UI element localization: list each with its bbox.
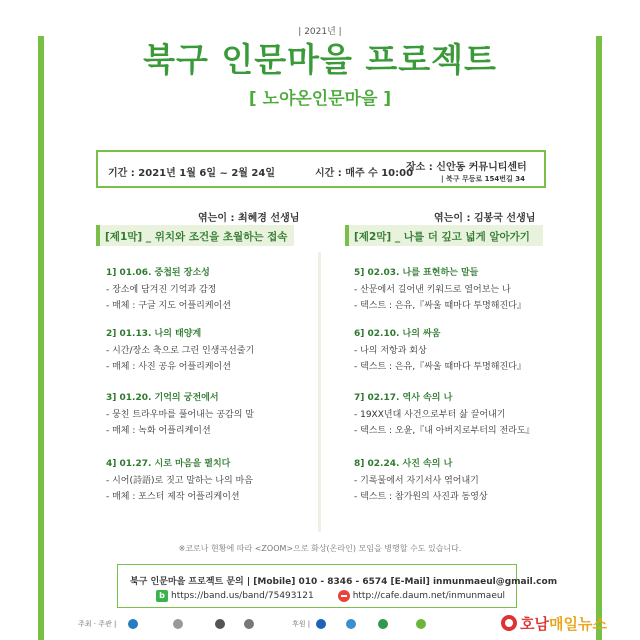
address-text: | 북구 무등로 154번길 34	[441, 175, 525, 183]
support-logo-2	[346, 618, 374, 630]
session-detail: - 시어(詩語)로 짓고 말하는 나의 마음	[106, 473, 326, 486]
session-detail: - 매체 : 녹화 어플리케이션	[106, 423, 326, 436]
year-tag: | 2021년 |	[298, 27, 342, 37]
session-4	[106, 456, 326, 505]
session-detail: - 매체 : 포스터 제작 어플리케이션	[106, 489, 326, 502]
schedule-info-box	[96, 150, 546, 188]
act1-title: [제1막] _ 위치와 조건을 초월하는 접속	[96, 225, 294, 246]
session-detail: - 뭉친 트라우마를 풀어내는 공감의 말	[106, 407, 326, 420]
page-title: 북구 인문마을 프로젝트	[143, 40, 497, 79]
session-detail: - 매체 : 사진 공유 어플리케이션	[106, 359, 326, 372]
contact-info: 북구 인문마을 프로젝트 문의 | [Mobile] 010 - 8346 - 6574 [E-Mail] inmunmaeul@gmail.com	[130, 577, 558, 587]
watermark-part1: 호남	[520, 614, 549, 633]
support-logo-1	[316, 618, 342, 630]
contact-links	[156, 590, 505, 602]
session-title: 2] 01.13. 나의 태양계	[106, 329, 202, 339]
news-logo-icon	[501, 615, 517, 631]
support-logo-3	[378, 618, 412, 630]
session-detail: - 텍스트 : 은유,『싸울 때마다 투명해진다』	[354, 359, 574, 372]
time-text: 시간 : 매주 수 10:00	[315, 168, 414, 179]
session-title: 5] 02.03. 나를 표현하는 말들	[354, 268, 479, 278]
page-subtitle: [ 노야온인문마을 ]	[248, 89, 392, 109]
session-7	[354, 390, 574, 439]
act2-title: [제2막] _ 나를 더 깊고 넓게 알아가기	[345, 225, 543, 246]
session-title: 4] 01.27. 시로 마음을 펼치다	[106, 459, 231, 469]
watermark-part2: 매일뉴스	[549, 614, 607, 633]
place-text: 장소 : 신안동 커뮤니티센터	[406, 162, 527, 173]
session-title: 7] 02.17. 역사 속의 나	[354, 393, 453, 403]
support-label: 후원 |	[292, 620, 311, 628]
sponsor-footer	[78, 616, 498, 632]
session-title: 6] 02.10. 나의 싸움	[354, 329, 441, 339]
support-logo-4	[416, 618, 442, 630]
session-detail: - 장소에 담겨진 기억과 감정	[106, 282, 326, 295]
session-2	[106, 326, 326, 375]
band-link[interactable]: https://band.us/band/75493121	[171, 591, 314, 601]
session-detail: - 19XX년대 사건으로부터 삶 끌어내기	[354, 407, 574, 420]
session-8	[354, 456, 574, 505]
session-detail: - 산문에서 길어낸 키워드로 열어보는 나	[354, 282, 574, 295]
sponsor-logo-1	[128, 618, 168, 630]
sponsor-logo-4	[244, 618, 284, 630]
news-watermark	[468, 606, 640, 640]
session-title: 3] 01.20. 기억의 궁전에서	[106, 393, 219, 403]
session-detail: - 시간/장소 축으로 그린 인생곡선줄기	[106, 343, 326, 356]
band-icon: b	[156, 590, 168, 602]
session-title: 8] 02.24. 사진 속의 나	[354, 459, 453, 469]
session-detail: - 나의 저항과 회상	[354, 343, 574, 356]
sponsor-logo-2	[173, 618, 209, 630]
session-detail: - 텍스트 : 은유,『싸울 때마다 투명해진다』	[354, 298, 574, 311]
sponsor-logo-3	[215, 618, 239, 630]
online-notice: ※코로나 현황에 따라 <ZOOM>으로 화상(온라인) 모임을 병행할 수도 있습니다.	[178, 544, 462, 553]
session-detail: - 매체 : 구글 지도 어플리케이션	[106, 298, 326, 311]
session-detail: - 기록물에서 자기서사 엮어내기	[354, 473, 574, 486]
session-title: 1] 01.06. 중첩된 장소성	[106, 268, 210, 278]
contact-box	[117, 564, 558, 608]
session-1	[106, 265, 326, 314]
session-detail: - 텍스트 : 참가원의 사진과 동영상	[354, 489, 574, 502]
session-detail: - 텍스트 : 오윤,『내 아버지로부터의 전라도』	[354, 423, 574, 436]
session-5	[354, 265, 574, 314]
act2-host: 엮는이 : 김봉국 선생님	[434, 213, 536, 224]
cafe-link[interactable]: http://cafe.daum.net/inmunmaeul	[352, 591, 506, 601]
period-text: 기간 : 2021년 1월 6일 ~ 2월 24일	[108, 168, 275, 179]
sponsor-label: 주최 · 주관 |	[78, 620, 117, 628]
session-3	[106, 390, 326, 439]
session-6	[354, 326, 574, 375]
daum-cafe-icon	[338, 590, 350, 602]
act1-host: 엮는이 : 최혜경 선생님	[198, 213, 300, 224]
